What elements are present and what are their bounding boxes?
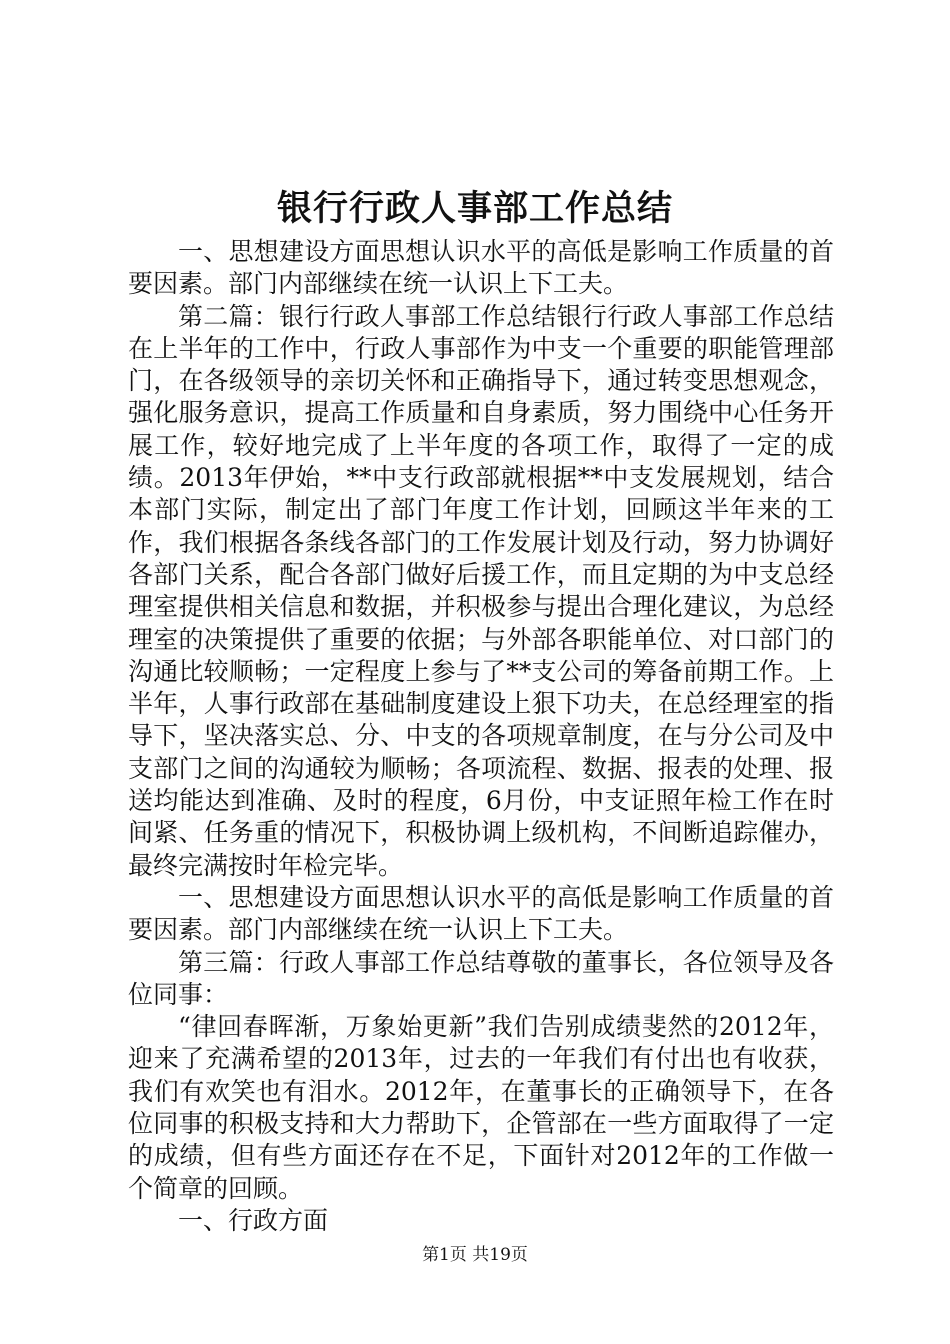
paragraph-6: 一、行政方面 xyxy=(178,1205,329,1235)
document-body xyxy=(128,236,834,1237)
paragraph-5: “律回春晖渐，万象始更新”我们告别成绩斐然的2012年，迎来了充满希望的2013年，过去的一年我们有付出也有收获，我们有欢笑也有泪水。2012年，在董事长的正确领导下，在各位同事的积极支持和大力帮助下，企管部在一些方面取得了一定的成绩，但有些方面还存在不足，下面针对2012年的工作做一个简章的回顾。 xyxy=(128,1012,834,1203)
paragraph-4: 第三篇：行政人事部工作总结尊敬的董事长，各位领导及各位同事： xyxy=(128,947,834,1009)
paragraph-3: 一、思想建设方面思想认识水平的高低是影响工作质量的首要因素。部门内部继续在统一认识上下工夫。 xyxy=(128,882,834,945)
paragraph-2: 第二篇：银行行政人事部工作总结银行行政人事部工作总结在上半年的工作中，行政人事部作为中支一个重要的职能管理部门，在各级领导的亲切关怀和正确指导下，通过转变思想观念，强化服务意识，提高工作质量和自身素质，努力围绕中心任务开展工作，较好地完成了上半年度的各项工作，取得了一定的成绩。2013年伊始，**中支行政部就根据**中支发展规划，结合本部门实际，制定出了部门年度工作计划，回顾这半年来的工作，我们根据各条线各部门的工作发展计划及行动，努力协调好各部门关系，配合各部门做好后援工作，而且定期的为中支总经理室提供相关信息和数据，并积极参与提出合理化建议，为总经理室的决策提供了重要的依据；与外部各职能单位、对口部门的沟通比较顺畅；一定程度上参与了**支公司的筹备前期工作。上半年，人事行政部在基础制度建设上狠下功夫，在总经理室的指导下，坚决落实总、分、中支的各项规章制度，在与分公司及中支部门之间的沟通较为顺畅；各项流程、数据、报表的处理、报送均能达到准确、及时的程度，6月份，中支证照年检工作在时间紧、任务重的情况下，积极协调上级机构，不间断追踪催办，最终完满按时年检完毕。 xyxy=(128,301,834,880)
paragraph-1: 一、思想建设方面思想认识水平的高低是影响工作质量的首要因素。部门内部继续在统一认识上下工夫。 xyxy=(128,237,834,299)
page-number-footer: 第1页 共19页 xyxy=(422,1245,528,1265)
document-title: 银行行政人事部工作总结 xyxy=(276,188,673,229)
